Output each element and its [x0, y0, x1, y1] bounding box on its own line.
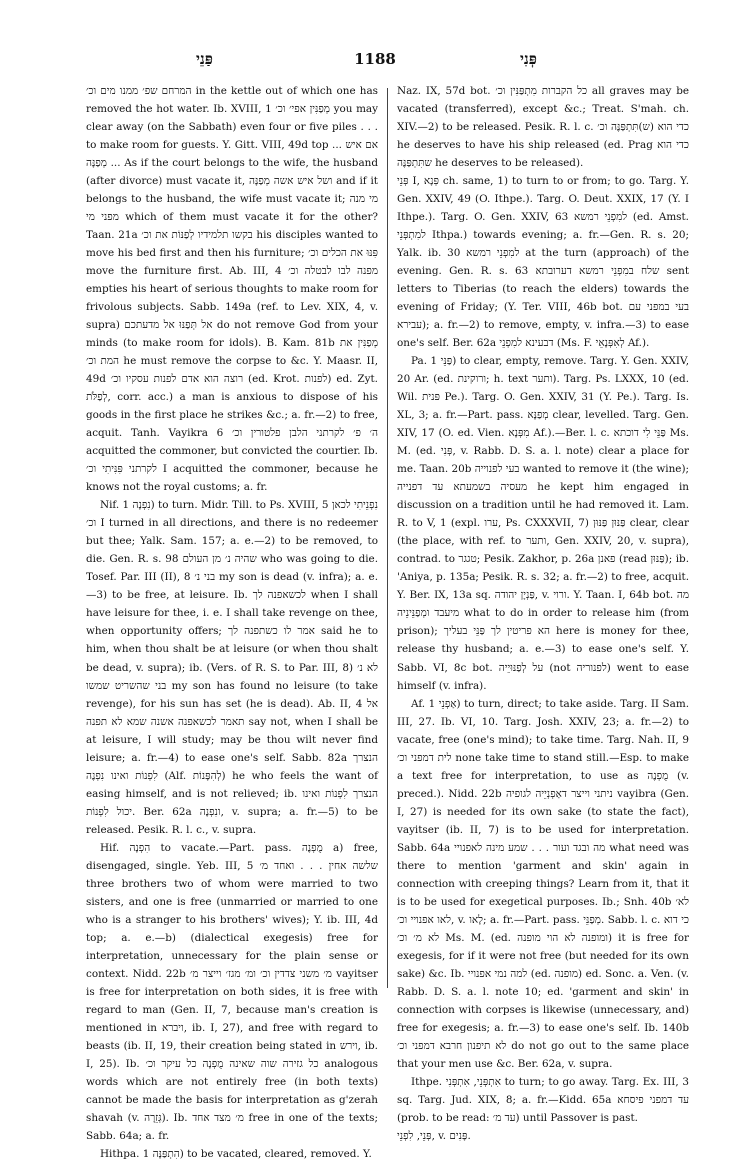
column-divider: [387, 88, 388, 988]
paragraph: Hif. הִפְנָה to vacate.—Part. pass. מֻפְנֶה a) free, disengaged, single. Yeb. III, 5 שלשה אחין . . . ואחד מ׳ three brothers two of whom were married to two sisters, and one is free (unmarried or married to one who is a stranger to his brothers' wives); Y. ib. III, 4d top; a. e.—b) (dialectical exegesis) free for interpretation, unnecessary for the plain sense or context. Nidd. 22b מ׳ משני צדדין וכ׳ ומ׳ מגז׳ וייצר מ׳ vayitser is free for interpretation on both sides, it is free with regard to man (Gen. II, 7, because man's creation is mentioned in ויברא, ib. I, 27), and free with regard to beasts (ib. II, 19, their creation being stated in וירש, ib. I, 25). Ib. כל גזירה שוה שאינה מֻפְנָה כל עיקר וכ׳ analogous words which are not entirely free (in both texts) cannot be made the basis for interpretation as g'zerah shavah (v. גְּזֵרָה). Ib. מ׳ מצד אחד free in one of the texts; Sabb. 64a; a. fr.: [86, 841, 379, 1142]
header-right-word: פְּנִי: [520, 50, 537, 68]
header-left-word: פַּנֵי: [196, 50, 213, 68]
paragraph: Nif. נִפְנָה 1) to turn. Midr. Till. to Ps. XVIII, 5 נִפְנֵיתִי לכאן וכ׳ I turned in all directions, and there is no redeemer but thee; Yalk. Sam. 157; a. e.—2) to be removed, to die. Gen. R. s. 98 שהיה נ׳ מן העולם who was going to die. Tosef. Par. III (II), 8 בני נ׳ my son is dead (v. infra); a. e.—3) to be free, at leisure. Ib. לכשאפנה לך when I shall have leisure for thee, i. e. I shall take revenge on thee, when opportunity offers; אמר לו כשתפנה לך said he to him, when thou shalt be at leisure (or when thou shalt be dead, v. supra); ib. (Vers. of R. S. to Par. III, 8) לא נ׳ בני שהשריט שמשו my son has found no leisure (to take revenge), for his sun has set (he is dead). Ab. II, 4 אל תאמר לכשאפנה אשנה שמא לא תפנה say not, when I shall be at leisure, I will study; may be thou wilt never find leisure; a. fr.—4) to ease one's self. Sabb. 82a הנצרך לִפְנוֹת ואינו נִפְנֶה (Alf. לְהִפָּנוֹת) he who feels the want of easing himself, and is not relieved; ib. הנצרך לִפְנוֹת ואינו יכול לִפְנוֹת. Ber. 62a ונִפְנֶה, v. supra; a. fr.—5) to be released. Pesik. R. l. c., v. supra.: [86, 499, 379, 836]
paragraph: פְּנֵי I, פְּנָא ch. same, 1) to turn to or from; to go. Targ. Y. Gen. XXIV, 49 (O. Ithpe.). Targ. O. Deut. XXIX, 17 (Y. I Ithpe.). Targ. O. Gen. XXIV, 63 למִפְנֵי רמשא (ed. Amst. למִתְפְּנֵי Ithpa.) towards evening; a. fr.—Gen. R. s. 20; Yalk. ib. 30 למִפְנֵי רמשא at the turn (approach) of the evening. Gen. R. s. 63 שלח במִפְנֵי רמשא דערובתא sent letters to Tiberias (to reach the elders) towards the evening of Friday; (Y. Ter. VIII, 46b bot. בעי במפני עם עבירא); a. fr.—2) to remove, empty, v. infra.—3) to ease one's self. Ber. 62a דבעינא למִפְנֵי (Ms. F. לְאִפְּנָאֵי Af.).: [397, 175, 690, 350]
left-column: [86, 82, 379, 1160]
right-column: [397, 82, 690, 1142]
paragraph: Af. אַפְנֵי 1) to turn, direct; to take aside. Targ. II Sam. III, 27. Ib. VI, 10. Targ. Josh. XXIV, 23; a. fr.—2) to vacate, free (one's mind); to take time. Targ. Nah. II, 9 לית דמפני וכ׳ none take time to stand still.—Esp. to make a text free for interpretation, to use as מֻפְנֶה (v. preced.). Nidd. 22b ניתני וייצר דאַפְנְיֵיה לגופיה vayibra (Gen. I, 27) is needed for its own sake (to state the fact), vayitser (ib. II, 7) is to be used for interpretation. Sabb. 64a מה ובגד ועור . . . שמע מינה לאפנויי what need was there to mention 'garment and skin' again in connection with creeping things? Learn from it, that it is to be used for exegetical purposes. Ib.; Snh. 40b לא׳ לאו אפנויי וכ׳, v. לָאו; a. fr.—Part. pass. מְפַנֵּי. Sabb. l. c. כי דוא לא מ׳ וכ׳ Ms. M. (ed. ומופנה לא הוי מופנה) it is free for exegesis, for if it were not free (but needed for its own sake) &c. Ib. למה נמי אפנויי (ed. מופנה) ed. Sonc. a. Ven. (v. Rabb. D. S. a. l. note 10; ed. 'garment and skin' in connection with corpses is likewise (unnecessary, and) free for exegesis; a. fr.—3) to ease one's self. Ib. 140b לא תיפנון חרבא דמפני וכ׳ do not go out to the same place that your men use &c. Ber. 62a, v. supra.: [397, 697, 690, 1070]
paragraph: Pa. פַּנֵּי 1) to clear, empty, remove. Targ. Y. Gen. XXIV, 20 Ar. (ed. ורוקינת; h. text ותער). Targ. Ps. LXXX, 10 (ed. Wil. פּנית Pe.). Targ. O. Gen. XXIV, 31 (Y. Pe.). Targ. Is. XL, 3; a. fr.—Part. pass. מְפַנָּא clear, levelled. Targ. Gen. XIV, 17 (O. ed. Vien. מִפְּנָא Af.).—Ber. l. c. פַּנֵּי לִי דוכתא Ms. M. (ed. פְּנִי, v. Rabb. D. S. a. l. note) clear a place for me. Taan. 20b בעי לפנוייה wanted to remove it (the wine); מעסיה בשמעתא עד דפנייה he kept him engaged in discussion on a tradition until he had removed it. Lam. R. to V, 1 (expl. ערו, Ps. CXXXVII, 7) פַּנּוּן פַּנּוּן clear, clear (the place, with ref. to ותער, Gen. XXIV, 20, v. supra), contrad. to טגגר; Pesik. Zakhor, p. 26a פאנן (read פַּנּוּן); ib. 'Aniya, p. 135a; Pesik. R. s. 32; a. fr.—2) to free, acquit. Y. Ber. IX, 13a sq. פַּנְיָן יהודה, v. ורוי. Y. Taan. I, 64b bot. מה מיעבד ומְפַנֵּינֵיה what to do in order to release him (from prison); הא פריטין לך פַּנֵּי בעליך here is money for thee, release thy husband; a. e.—3) to ease one's self. Y. Sabb. VI, 8c bot. על לְפַנּוּיֵיה (not לפנוריה) went to ease himself (v. infra).: [397, 355, 690, 692]
paragraph: Naz. IX, 57d bot. כל הקברות מִתְפַּנִּין וכ׳ all graves may be vacated (transferred), except &c.; Treat. S'mah. ch. XIV.—2) to be released. Pesik. R. l. c. כדי הוא (ש)תִּתְפַּנֶּה וכ׳ he deserves to have his ship released (ed. Prag כדי הוא שתִּתְפַּנֶּה he deserves to be released).: [397, 85, 690, 170]
paragraph: Ithpe. אִתְפְּנֵי, אִתְפְּנִי to turn; to go away. Targ. Ex. III, 3 sq. Targ. Jud. XIX, 8; a. fr.—Kidd. 65a עד דמפני פיסחא (prob. to be read: עד מ׳) until Passover is past.: [397, 1075, 689, 1124]
paragraph: המרחם שפ׳ ממנו מים וכ׳ in the kettle out of which one has removed the hot water. Ib. XVIII, 1 מְפַנִּין אפי׳ וכ׳ you may clear away (on the Sabbath) even four or five piles . . . to make room for guests. Y. Gitt. VIII, 49d top ... אם איש ... מְפַנָּה As if the court belongs to the wife, the husband (after divorce) must vacate it, ושל איש אשה מְפַנָּה and if it belongs to the husband, the wife must vacate it; מי מנה מפני מי which of them must vacate it for the other? Taan. 21a בקשו תלמידיו לְפַנּוֹת את וכ׳ his disciples wanted to move his bed first and then his furniture; פִּנּוּ את הכלים וכ׳ move the furniture first. Ab. III, 4 מפנה לבו לבטלה וכ׳ empties his heart of serious thoughts to make room for frivolous subjects. Sabb. 149a (ref. to Lev. XIX, 4, v. supra) אל תְּפַנּוּ אל מדעתכם do not remove God from your minds (to make room for idols). B. Kam. 81b מְפַנִּין את המת וכ׳ he must remove the corpse to &c. Y. Maasr. II, 49d רוצה הוא אדם לפנות עסקיו וכ׳ (ed. Krot. לפנות) ed. Zyt. לְפַלֹּת, corr. acc.) a man is anxious to dispose of his goods in the first place he strikes &c.; a. fr.—2) to free, acquit. Tanh. Vayikra 6 ה׳ פ׳ לקרתני הלבן פלטורין וכ׳ acquitted the commoner, but convicted the courtier. Ib. לקרתני פִּנִּיתִי וכ׳ I acquitted the commoner, because he knows not the royal customs; a. fr.: [86, 85, 379, 494]
paragraph: Hithpa. הִתְפַּנָּה 1) to be vacated, cleared, removed. Y.: [100, 1147, 372, 1160]
paragraph: פְּנֵי, לִפְנֵי, v. פָּנִים.: [397, 1129, 471, 1142]
page-number: 1188: [354, 50, 396, 68]
